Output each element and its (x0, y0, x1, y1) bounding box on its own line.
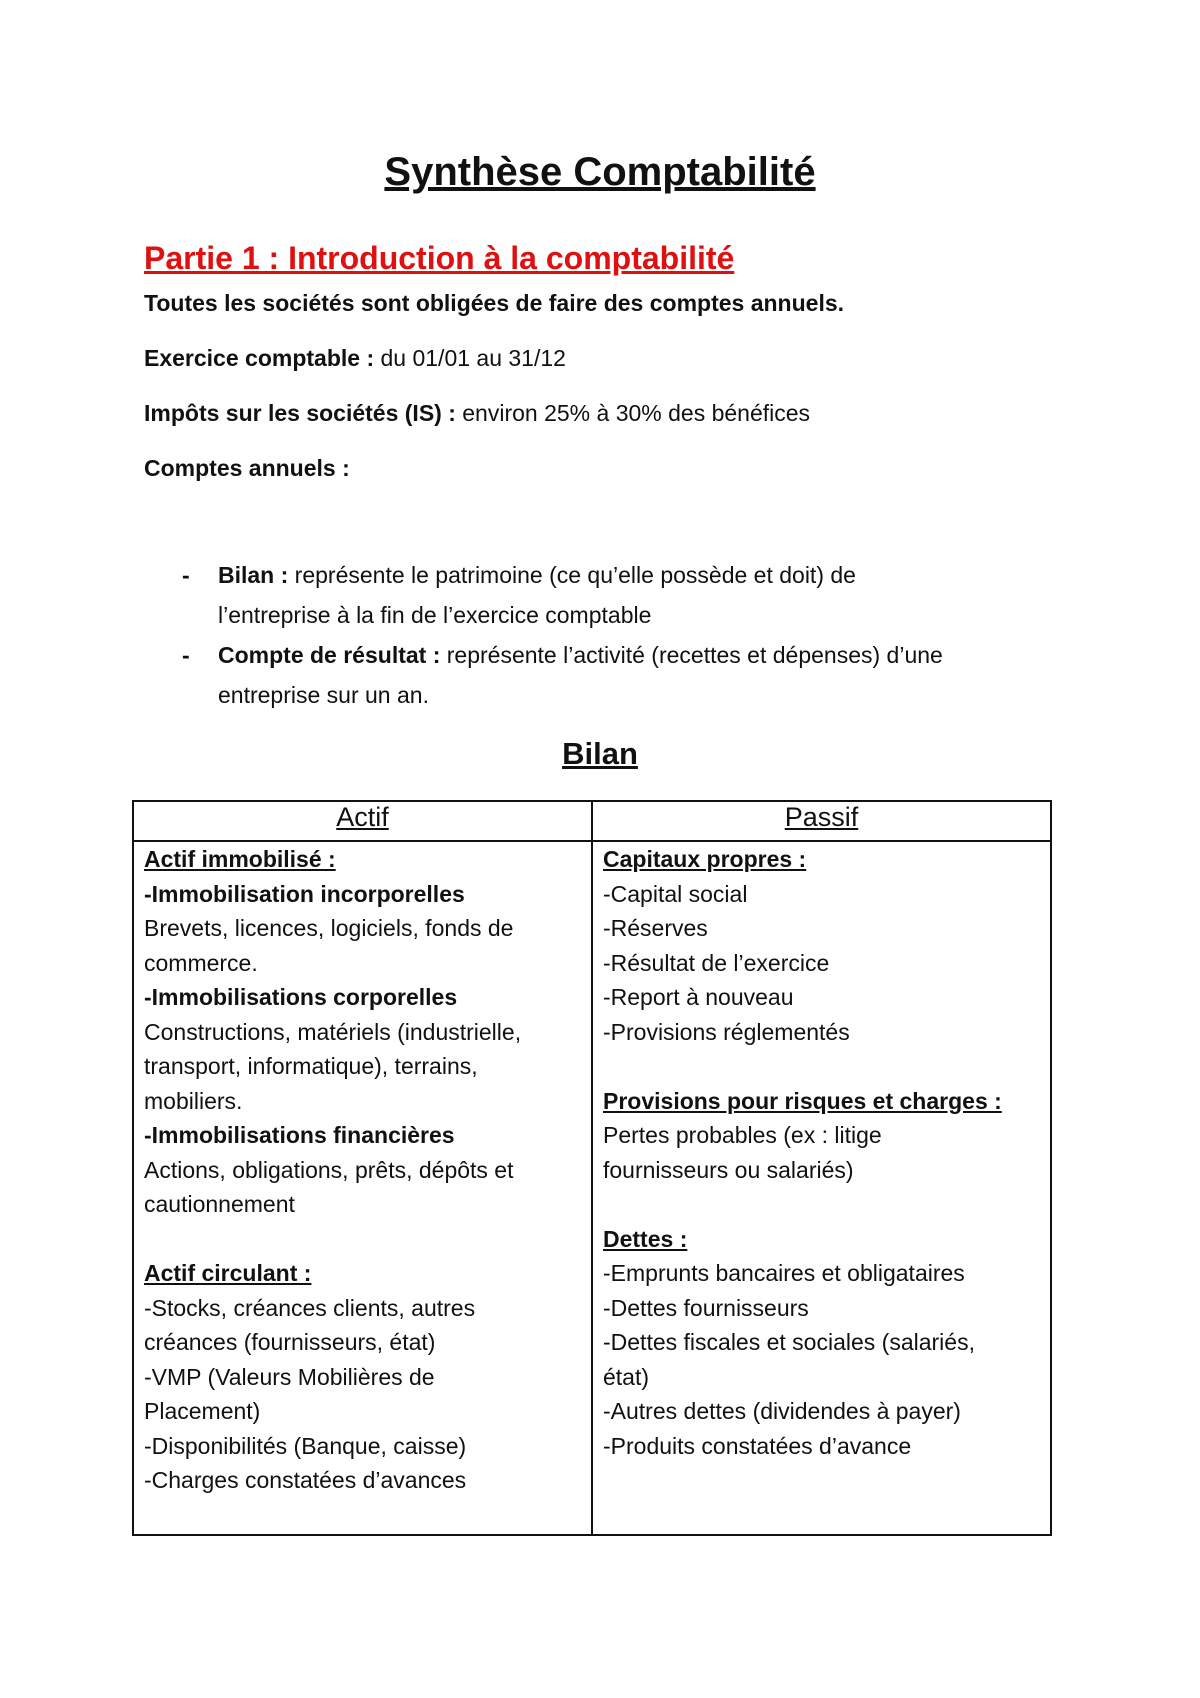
circulant-line: -Disponibilités (Banque, caisse) (144, 1432, 467, 1459)
bullet-text: représente le patrimoine (ce qu’elle possède et doit) de (288, 562, 856, 588)
bullet-text-continued: entreprise sur un an. (218, 682, 429, 708)
bullet-text: représente l’activité (recettes et dépenses) d’une (440, 642, 943, 668)
exercice-value: du 01/01 au 31/12 (374, 345, 566, 371)
corporelles-line: Constructions, matériels (industrielle, (144, 1018, 522, 1045)
comptes-annuels-label: Comptes annuels : (144, 455, 350, 481)
provisions-title: Provisions pour risques et charges : (603, 1087, 1002, 1114)
spacer (603, 1049, 1040, 1084)
actif-immobilise-title: Actif immobilisé : (144, 846, 336, 872)
capitaux-line: -Réserves (603, 915, 708, 941)
list-dash: - (182, 642, 190, 668)
impots-line (144, 397, 810, 429)
bullet-text-continued: l’entreprise à la fin de l’exercice comptable (218, 602, 652, 628)
provisions-line: Pertes probables (ex : litige (603, 1122, 882, 1148)
spacer (144, 1222, 581, 1257)
intro-sentence: Toutes les sociétés sont obligées de faire des comptes annuels. (144, 290, 845, 316)
corporelles-title: -Immobilisations corporelles (144, 984, 458, 1010)
spacer (603, 1187, 1040, 1222)
incorporelles-line: commerce. (144, 949, 258, 976)
circulant-line: -VMP (Valeurs Mobilières de (144, 1363, 435, 1390)
passif-cell (592, 841, 1051, 1535)
financieres-title: -Immobilisations financières (144, 1122, 455, 1148)
bullet-term: Bilan : (218, 562, 289, 588)
impots-label: Impôts sur les sociétés (IS) : (144, 400, 456, 426)
actif-header: Actif (133, 801, 592, 841)
bilan-content-row (133, 841, 1051, 1535)
dettes-line: état) (603, 1363, 650, 1390)
list-item-bilan (144, 555, 1074, 635)
circulant-line: -Charges constatées d’avances (144, 1467, 467, 1493)
circulant-line: -Stocks, créances clients, autres (144, 1294, 476, 1321)
circulant-line: Placement) (144, 1398, 261, 1424)
bilan-header-row (133, 801, 1051, 841)
circulant-line: créances (fournisseurs, état) (144, 1329, 436, 1355)
dettes-line: -Dettes fournisseurs (603, 1294, 809, 1321)
exercice-comptable-line (144, 342, 566, 374)
capitaux-line: -Provisions réglementés (603, 1018, 850, 1045)
bullet-term: Compte de résultat : (218, 642, 441, 668)
bilan-heading: Bilan (562, 736, 638, 771)
exercice-label: Exercice comptable : (144, 345, 375, 371)
part-1-heading: Partie 1 : Introduction à la comptabilité (144, 240, 735, 276)
impots-value: environ 25% à 30% des bénéfices (455, 400, 811, 426)
actif-circulant-title: Actif circulant : (144, 1260, 312, 1286)
capitaux-line: -Report à nouveau (603, 984, 794, 1010)
list-item-compte-de-resultat (144, 635, 1074, 715)
dettes-line: -Emprunts bancaires et obligataires (603, 1260, 965, 1286)
incorporelles-line: Brevets, licences, logiciels, fonds de (144, 915, 514, 941)
passif-header: Passif (592, 801, 1051, 841)
corporelles-line: transport, informatique), terrains, (144, 1053, 478, 1079)
corporelles-line: mobiliers. (144, 1087, 243, 1114)
provisions-line: fournisseurs ou salariés) (603, 1156, 854, 1183)
capitaux-propres-title: Capitaux propres : (603, 846, 807, 872)
incorporelles-title: -Immobilisation incorporelles (144, 880, 465, 907)
dettes-line: -Produits constatées d’avance (603, 1432, 912, 1459)
actif-cell (133, 841, 592, 1535)
financieres-line: Actions, obligations, prêts, dépôts et (144, 1156, 514, 1183)
bilan-table (132, 800, 1052, 1536)
list-dash: - (182, 562, 190, 588)
dettes-title: Dettes : (603, 1225, 688, 1252)
capitaux-line: -Résultat de l’exercice (603, 949, 830, 976)
dettes-line: -Dettes fiscales et sociales (salariés, (603, 1329, 975, 1355)
financieres-line: cautionnement (144, 1191, 295, 1217)
document-title: Synthèse Comptabilité (384, 150, 816, 194)
comptes-annuels-list (144, 555, 1074, 715)
capitaux-line: -Capital social (603, 880, 748, 907)
dettes-line: -Autres dettes (dividendes à payer) (603, 1398, 961, 1424)
